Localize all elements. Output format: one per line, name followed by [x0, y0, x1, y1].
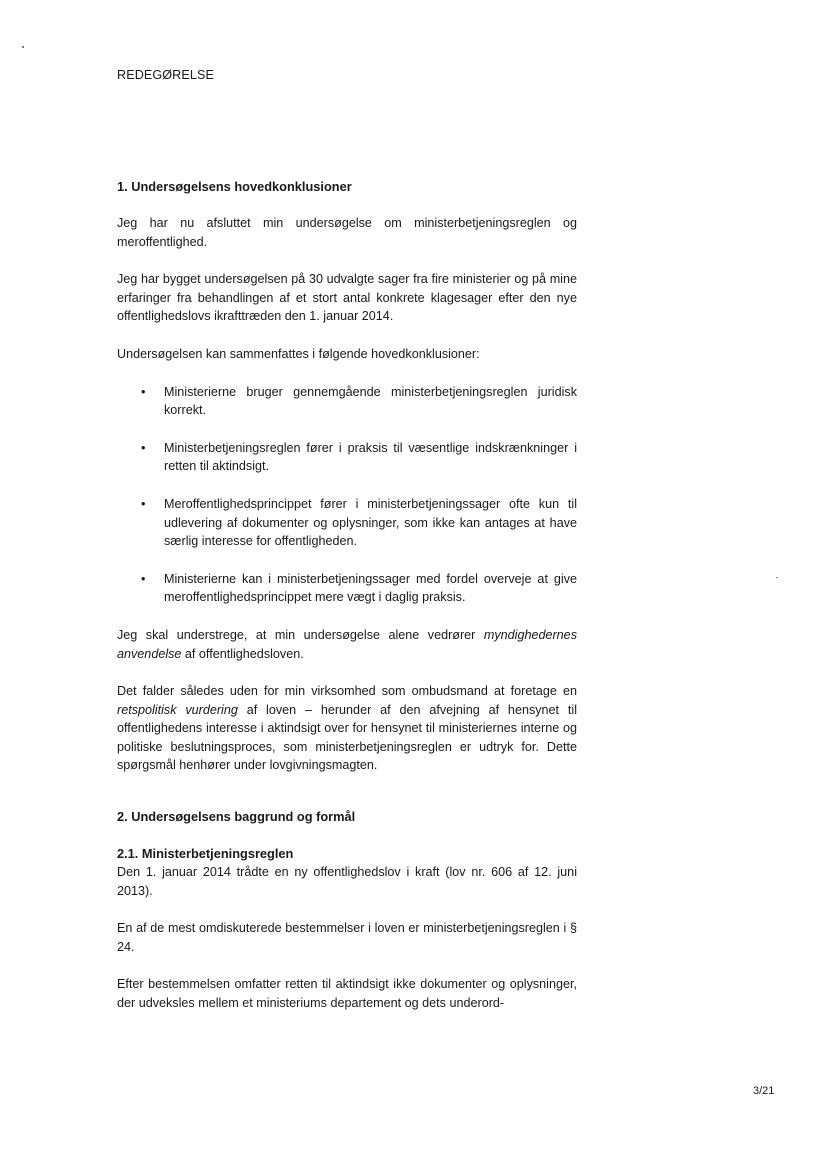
text-run: Det falder således uden for min virksomhed som ombudsmand at foretage en [117, 684, 577, 699]
conclusions-list [117, 383, 577, 607]
text-run: Jeg skal understrege, at min undersøgelse alene vedrører [117, 627, 484, 642]
paragraph: Jeg har bygget undersøgelsen på 30 udvalgte sager fra fire ministerier og på mine erfaringer fra behandlingen af et stort antal konkrete klagesager efter den nye offentlighedslovs ikrafttræden den 1. januar 2014. [117, 272, 577, 324]
bullet-icon: • [141, 384, 146, 399]
bullet-icon: • [141, 496, 146, 511]
paragraph: Den 1. januar 2014 trådte en ny offentlighedslov i kraft (lov nr. 606 af 12. juni 2013). [117, 865, 577, 898]
bullet-icon: • [141, 571, 146, 586]
emphasis-text: myndighedernes anvendelse [117, 627, 577, 661]
list-item-text: Ministerierne bruger gennemgående ministerbetjeningsreglen juridisk korrekt. [164, 384, 577, 418]
list-item [117, 495, 577, 551]
paragraph [117, 626, 577, 663]
bullet-icon: • [141, 440, 146, 455]
text-run: af offentlighedsloven. [181, 646, 304, 661]
list-item [117, 570, 577, 607]
emphasis-text: retspolitisk vurdering [117, 702, 238, 717]
section-1-heading: 1. Undersøgelsens hovedkonklusioner [117, 179, 352, 194]
list-item [117, 383, 577, 420]
document-header: REDEGØRELSE [117, 68, 214, 82]
paragraph: En af de mest omdiskuterede bestemmelser i loven er ministerbetjeningsreglen i § 24. [117, 921, 577, 954]
text-run: af loven – herunder af den afvejning af hensynet til offentlighedens interesse i aktindsigt over for hensynet til ministeriernes interne og politiske beslutningsproces, som ministerbetjeningsreglen er udtryk for. Dette spørgsmål henhører under lovgivningsmagten. [117, 702, 577, 773]
paragraph [117, 682, 577, 775]
page-number: 3/21 [753, 1085, 775, 1097]
paragraph: Efter bestemmelsen omfatter retten til aktindsigt ikke dokumenter og oplysninger, der udveksles mellem et ministeriums departement og dets underord- [117, 977, 577, 1011]
list-item-text: Ministerbetjeningsreglen fører i praksis til væsentlige indskrænkninger i retten til aktindsigt. [164, 440, 577, 474]
scan-speck [776, 577, 778, 578]
paragraph: Undersøgelsen kan sammenfattes i følgende hovedkonklusioner: [117, 346, 480, 361]
scan-speck [22, 46, 24, 48]
list-item-text: Ministerierne kan i ministerbetjeningssager med fordel overveje at give meroffentlighedsprincippet mere vægt i daglig praksis. [164, 571, 577, 605]
document-body [117, 178, 577, 1013]
section-2-1-heading: 2.1. Ministerbetjeningsreglen [117, 846, 294, 862]
list-item [117, 439, 577, 476]
paragraph: Jeg har nu afsluttet min undersøgelse om ministerbetjeningsreglen og meroffentlighed. [117, 216, 577, 249]
list-item-text: Meroffentlighedsprincippet fører i ministerbetjeningssager ofte kun til udlevering af dokumenter og oplysninger, som ikke kan antages at have særlig interesse for offentligheden. [164, 496, 577, 549]
section-2-heading: 2. Undersøgelsens baggrund og formål [117, 809, 356, 825]
